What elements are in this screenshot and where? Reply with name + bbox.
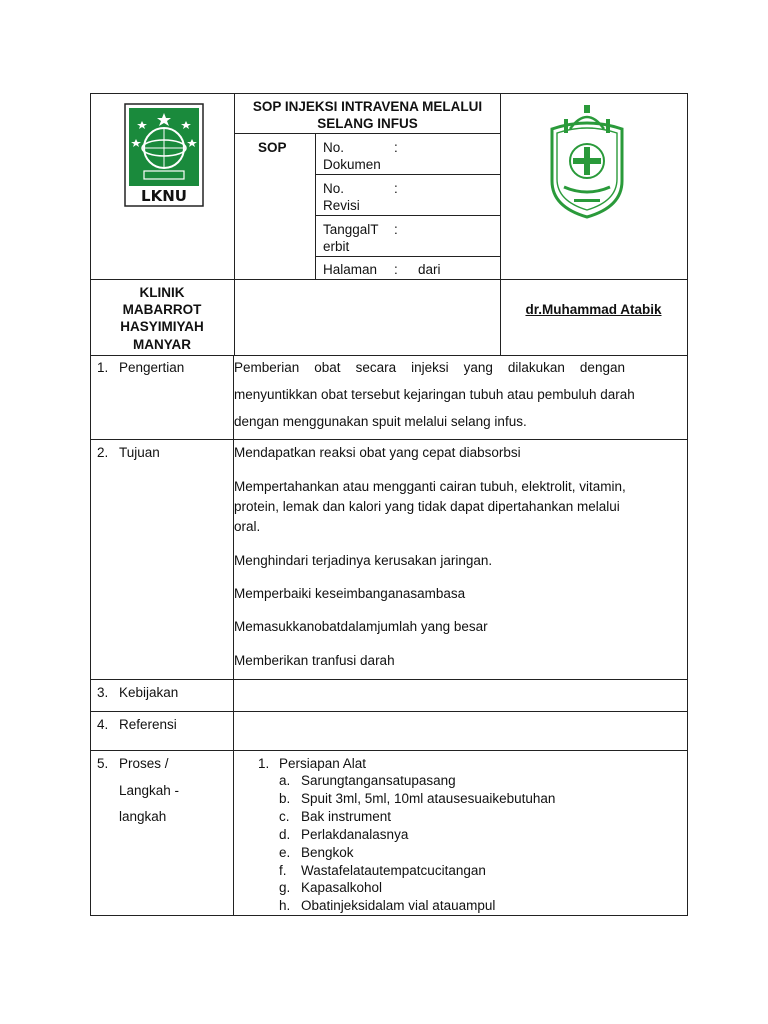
section-label-referensi: Referensi [119, 717, 177, 732]
section-num-proses: 5. [97, 756, 109, 771]
proses-subitem-d-text: Perlakdanalasnya [301, 827, 409, 842]
proses-subitem-a-text: Sarungtangansatupasang [301, 773, 456, 788]
sop-title-line-2: SELANG INFUS [317, 116, 418, 131]
proses-subitem-g-letter: g. [279, 880, 291, 895]
clinic-name-line-2: MABARROT [122, 302, 202, 317]
row-line-2 [90, 679, 688, 680]
clinic-name-line-3: HASYIMIYAH [120, 319, 204, 334]
proses-label-line-2: Langkah - [119, 783, 180, 798]
pengertian-line-3: dengan menggunakan spuit melalui selang infus. [234, 414, 527, 429]
field-no-revisi-label-a: No. [323, 181, 345, 196]
field-line-3 [315, 256, 501, 257]
header-row-line [90, 279, 688, 280]
proses-subitem-c-letter: c. [279, 809, 290, 824]
border-right [687, 93, 688, 916]
proses-subitem-f-text: Wastafelatautempatcucitangan [301, 863, 486, 878]
field-halaman-sep: : [394, 262, 398, 277]
field-no-dokumen-label-b: Dokumen [323, 157, 381, 172]
border-left [90, 93, 91, 916]
proses-subitem-g-text: Kapasalkohol [301, 880, 383, 895]
proses-subitem-e-text: Bengkok [301, 845, 354, 860]
field-no-revisi-sep: : [394, 181, 398, 196]
proses-step-num: 1. [258, 756, 270, 771]
header-bottom-line [90, 355, 688, 356]
section-label-tujuan: Tujuan [119, 445, 160, 460]
header-col-divider-3 [315, 133, 316, 279]
lknu-logo-text: LKNU [141, 187, 187, 205]
proses-subitem-f-letter: f. [279, 863, 287, 878]
tujuan-item-4: Memperbaiki keseimbanganasambasa [234, 586, 466, 601]
field-tanggal-label-b: erbit [323, 239, 350, 254]
proses-subitem-a-letter: a. [279, 773, 291, 788]
border-bottom [90, 915, 688, 916]
field-tanggal-label-a: TanggalT [323, 222, 379, 237]
proses-subitem-b-letter: b. [279, 791, 291, 806]
sop-label: SOP [258, 140, 287, 155]
field-no-dokumen-label-a: No. [323, 140, 345, 155]
signatory-name: dr.Muhammad Atabik [525, 302, 662, 317]
tujuan-item-1: Mendapatkan reaksi obat yang cepat diabsorbsi [234, 445, 521, 460]
field-no-dokumen-sep: : [394, 140, 398, 155]
clinic-name-line-1: KLINIK [139, 285, 185, 300]
proses-subitem-b-text: Spuit 3ml, 5ml, 10ml atausesuaikebutuhan [301, 791, 556, 806]
field-halaman-label-a: Halaman [323, 262, 378, 277]
proses-subitem-d-letter: d. [279, 827, 291, 842]
field-line-2 [315, 215, 501, 216]
field-halaman-extra: dari [418, 262, 441, 277]
section-label-pengertian: Pengertian [119, 360, 185, 375]
tujuan-item-2-line-1: Mempertahankan atau mengganti cairan tubuh, elektrolit, vitamin, [234, 479, 626, 494]
section-num-referensi: 4. [97, 717, 109, 732]
clinic-crest-icon [546, 99, 628, 219]
tujuan-item-5: Memasukkanobatdalamjumlah yang besar [234, 619, 488, 634]
row-line-1 [90, 439, 688, 440]
proses-subitem-h-letter: h. [279, 898, 291, 913]
tujuan-item-6: Memberikan tranfusi darah [234, 653, 395, 668]
border-top [90, 93, 688, 94]
section-num-kebijakan: 3. [97, 685, 109, 700]
tujuan-item-2-line-2: protein, lemak dan kalori yang tidak dapat dipertahankan melalui [234, 499, 620, 514]
field-line-1 [315, 174, 501, 175]
field-tanggal-sep: : [394, 222, 398, 237]
row-line-3 [90, 711, 688, 712]
proses-subitem-e-letter: e. [279, 845, 291, 860]
clinic-name-line-4: MANYAR [132, 337, 191, 352]
section-num-tujuan: 2. [97, 445, 109, 460]
title-bottom-line [234, 133, 501, 134]
sop-title-line-1: SOP INJEKSI INTRAVENA MELALUI [252, 99, 483, 114]
field-no-revisi-label-b: Revisi [323, 198, 360, 213]
section-label-kebijakan: Kebijakan [119, 685, 179, 700]
proses-step-title: Persiapan Alat [279, 756, 367, 771]
tujuan-item-3: Menghindari terjadinya kerusakan jaringan. [234, 553, 493, 568]
section-num-pengertian: 1. [97, 360, 109, 375]
pengertian-line-1: Pemberian obat secara injeksi yang dilakukan dengan [234, 360, 625, 375]
lknu-logo [124, 103, 204, 207]
proses-subitem-h-text: Obatinjeksidalam vial atauampul [301, 898, 496, 913]
pengertian-line-2: menyuntikkan obat tersebut kejaringan tubuh atau pembuluh darah [234, 387, 635, 402]
proses-label-line-1: Proses / [119, 756, 169, 771]
clinic-logo [546, 99, 628, 219]
proses-label-line-3: langkah [119, 809, 167, 824]
row-line-4 [90, 750, 688, 751]
proses-subitem-c-text: Bak instrument [301, 809, 392, 824]
tujuan-item-2-line-3: oral. [234, 519, 261, 534]
